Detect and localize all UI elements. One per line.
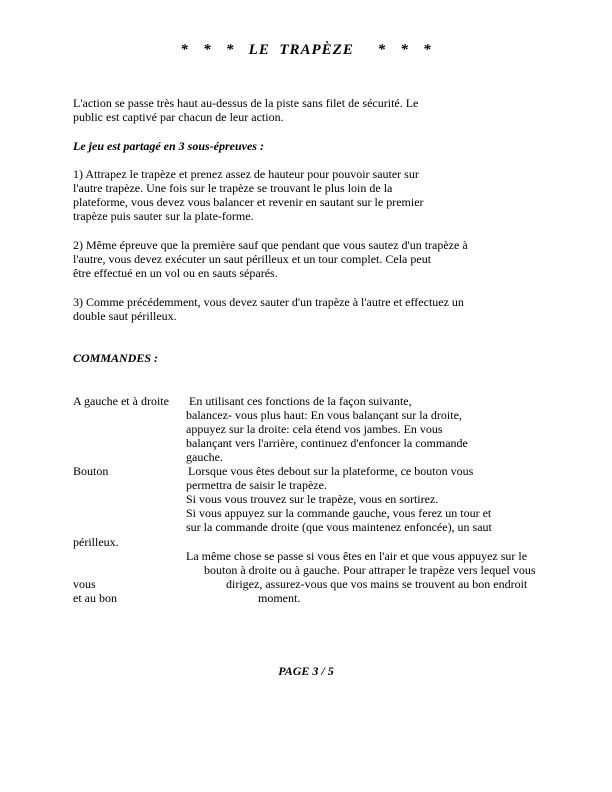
- event1-line-4: trapèze puis sauter sur la plate-forme.: [73, 209, 254, 223]
- commands-heading: COMMANDES :: [73, 351, 159, 365]
- lr-command-label: A gauche et à droite: [73, 394, 169, 408]
- moment-word: moment.: [258, 591, 301, 605]
- event2-line-1: 2) Même épreuve que la première sauf que pendant que vous sautez d'un trapèze à: [73, 238, 468, 252]
- button-command-line-2: permettra de saisir le trapèze.: [186, 478, 327, 492]
- lr-command-line-2: balancez- vous plus haut: En vous balançant sur la droite,: [186, 408, 462, 422]
- event1-line-3: plateforme, vous devez vous balancer et revenir en sautant sur le premier: [73, 195, 424, 209]
- button-command-line-4: Si vous appuyez sur la commande gauche, vous ferez un tour et: [186, 506, 492, 520]
- event1-line-2: l'autre trapèze. Une fois sur le trapèze se trouvant le plus loin de la: [73, 181, 393, 195]
- button-command-line-3: Si vous vous trouvez sur le trapèze, vous en sortirez.: [186, 492, 439, 506]
- intro-line-2: public est captivé par chacun de leur action.: [73, 110, 284, 124]
- et-au-bon-word: et au bon: [73, 591, 117, 605]
- air-line-1: La même chose se passe si vous êtes en l'air et que vous appuyez sur le: [186, 549, 528, 563]
- perilleux-line: périlleux.: [73, 535, 119, 549]
- button-command-line-5: sur la commande droite (que vous maintenez enfoncée), un saut: [186, 520, 492, 534]
- intro-line-1: L'action se passe très haut au-dessus de la piste sans filet de sécurité. Le: [73, 96, 419, 110]
- event1-line-1: 1) Attrapez le trapèze et prenez assez de hauteur pour pouvoir sauter sur: [73, 167, 419, 181]
- lr-command-line-3: appuyez sur la droite: cela étend vos jambes. En vous: [186, 422, 443, 436]
- lr-command-line-5: gauche.: [186, 450, 223, 464]
- air-line-2: bouton à droite ou à gauche. Pour attraper le trapèze vers lequel vous: [204, 563, 536, 577]
- button-command-line-1: Lorsque vous êtes debout sur la plateforme, ce bouton vous: [188, 464, 474, 478]
- event3-line-1: 3) Comme précédemment, vous devez sauter d'un trapèze à l'autre et effectuez un: [73, 295, 464, 309]
- lr-command-line-4: balançant vers l'arrière, continuez d'enfoncer la commande: [186, 436, 468, 450]
- event2-line-2: l'autre, vous devez exécuter un saut périlleux et un tour complet. Cela peut: [73, 252, 432, 266]
- dirigez-line: dirigez, assurez-vous que vos mains se trouvent au bon endroit: [226, 577, 528, 591]
- event2-line-3: être effectué en un vol ou en sauts séparés.: [73, 266, 278, 280]
- page-number: PAGE 3 / 5: [278, 664, 334, 678]
- button-command-label: Bouton: [73, 464, 109, 478]
- event3-line-2: double saut périlleux.: [73, 309, 177, 323]
- subheading: Le jeu est partagé en 3 sous-épreuves :: [73, 139, 264, 153]
- lr-command-line-1: En utilisant ces fonctions de la façon suivante,: [189, 394, 412, 408]
- page-title: * * * LE TRAPÈZE * * *: [180, 42, 432, 58]
- vous-word: vous: [73, 577, 96, 591]
